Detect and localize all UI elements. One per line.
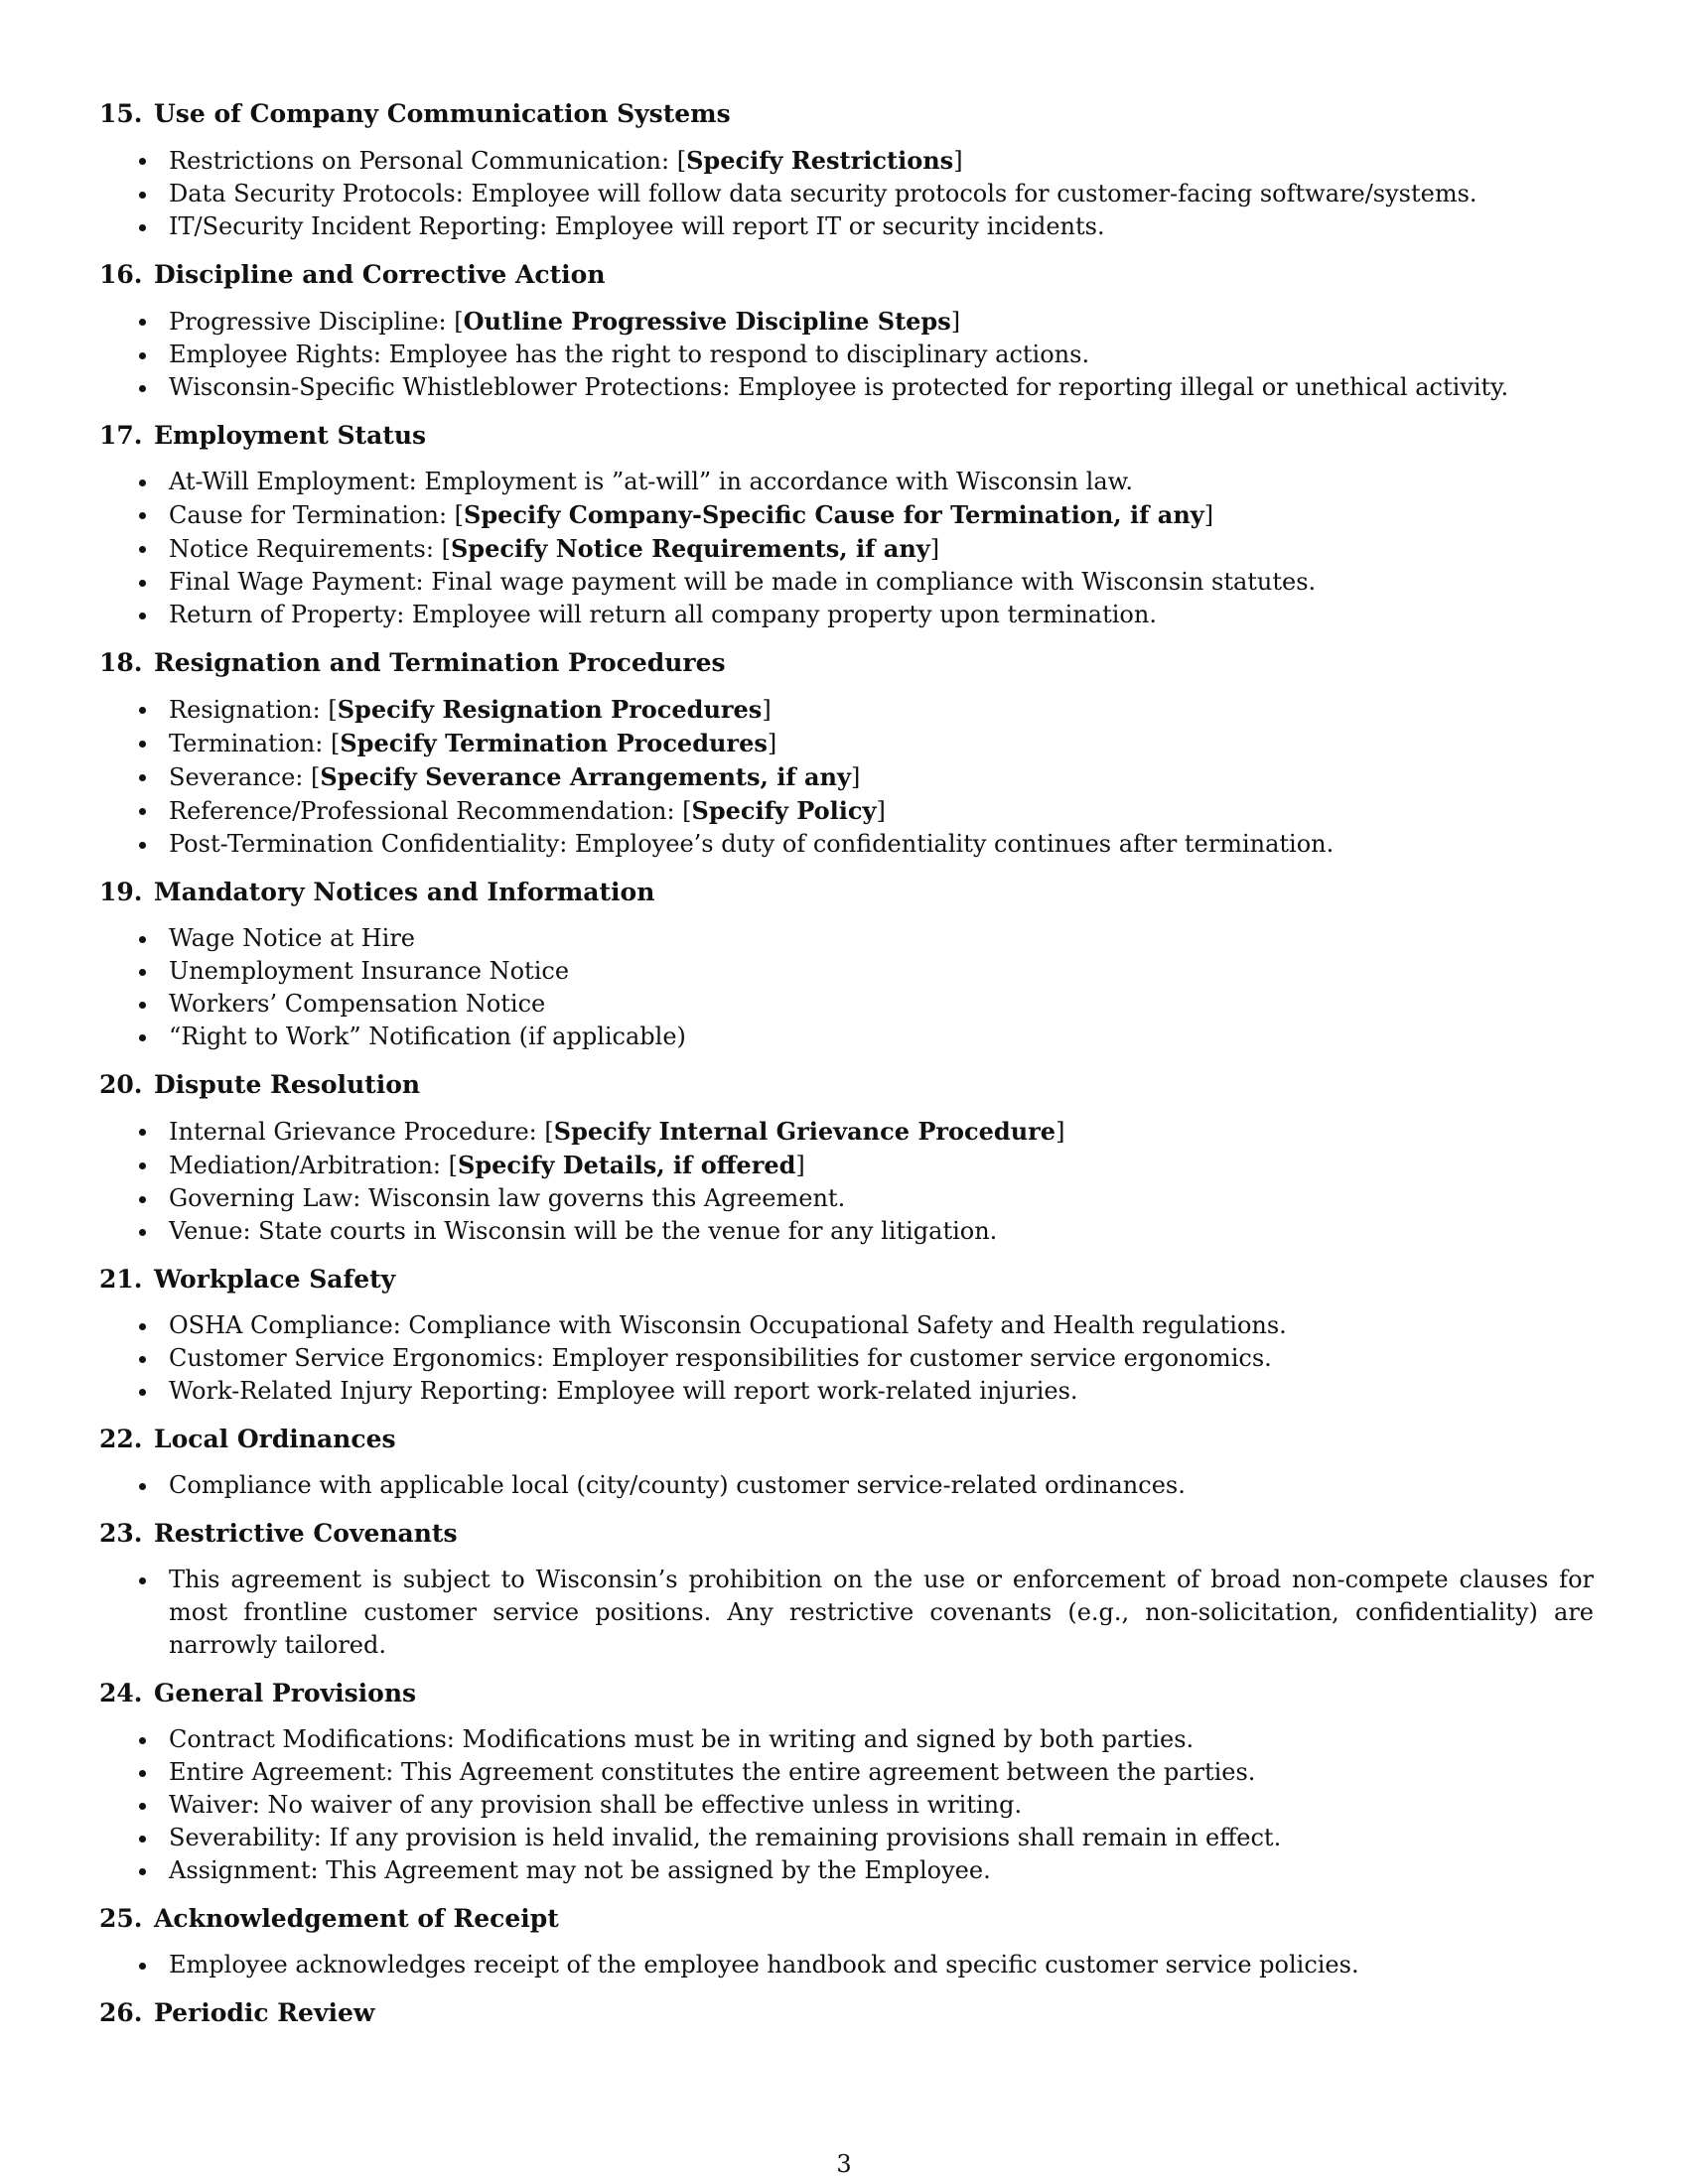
bullet-list: [99, 466, 1594, 631]
list-item: [99, 1149, 1594, 1182]
section: [99, 1423, 1594, 1502]
item-text: Mediation/Arbitration: [: [169, 1152, 459, 1179]
section-title: General Provisions: [154, 1679, 417, 1707]
list-item: [99, 144, 1594, 178]
list-item: [99, 599, 1594, 631]
list-item: [99, 466, 1594, 498]
section-title: Mandatory Notices and Information: [154, 878, 655, 906]
item-text: At-Will Employment: Employment is ”at-will” in accordance with Wisconsin law.: [169, 468, 1133, 495]
list-item: [99, 1854, 1594, 1887]
item-text-end: ]: [953, 147, 963, 175]
section: [99, 258, 1594, 404]
item-text: Progressive Discipline: [: [169, 308, 464, 336]
list-item: [99, 566, 1594, 599]
section: [99, 1902, 1594, 1981]
item-text: Final Wage Payment: Final wage payment will be made in compliance with Wisconsin statutes.: [169, 568, 1317, 596]
section: [99, 419, 1594, 631]
list-item: [99, 1115, 1594, 1149]
section: [99, 97, 1594, 243]
list-item: [99, 339, 1594, 371]
list-item: [99, 305, 1594, 339]
item-text: Severability: If any provision is held invalid, the remaining provisions shall remain in effect.: [169, 1824, 1282, 1851]
item-text: Notice Requirements: [: [169, 535, 451, 563]
item-text: Internal Grievance Procedure: [: [169, 1118, 554, 1146]
list-item: [99, 1375, 1594, 1408]
section-heading: [99, 1902, 1594, 1935]
section-number: 23.: [99, 1519, 143, 1548]
section-title: Employment Status: [154, 421, 427, 450]
document-body: [99, 97, 1594, 2043]
section-number: 18.: [99, 648, 143, 677]
section: [99, 1068, 1594, 1248]
item-text-end: ]: [876, 797, 886, 825]
placeholder-field: Specify Notice Requirements, if any: [450, 534, 930, 563]
item-text: Wage Notice at Hire: [169, 924, 415, 952]
bullet-list: [99, 1723, 1594, 1887]
section-heading: [99, 97, 1594, 130]
section-heading: [99, 1423, 1594, 1455]
item-text-end: ]: [767, 730, 777, 757]
list-item: [99, 1469, 1594, 1502]
list-item: [99, 371, 1594, 404]
item-text: Workers’ Compensation Notice: [169, 990, 546, 1018]
section-title: Use of Company Communication Systems: [154, 99, 731, 128]
item-text: IT/Security Incident Reporting: Employee will report IT or security incidents.: [169, 212, 1105, 240]
section-heading: [99, 1263, 1594, 1296]
item-text: Data Security Protocols: Employee will follow data security protocols for customer-facing software/systems.: [169, 180, 1477, 207]
item-text-end: ]: [762, 696, 772, 724]
section-number: 24.: [99, 1679, 143, 1707]
list-item: [99, 1309, 1594, 1342]
section-title: Workplace Safety: [154, 1265, 396, 1294]
list-item: [99, 693, 1594, 727]
placeholder-field: Specify Resignation Procedures: [337, 695, 763, 724]
section-heading: [99, 419, 1594, 452]
item-text-end: ]: [950, 308, 961, 336]
item-text: Contract Modifications: Modifications must be in writing and signed by both parties.: [169, 1725, 1195, 1753]
section-number: 22.: [99, 1425, 143, 1453]
item-text-end: ]: [795, 1152, 805, 1179]
list-item: [99, 532, 1594, 566]
list-item: [99, 922, 1594, 955]
bullet-list: [99, 1309, 1594, 1408]
section-title: Discipline and Corrective Action: [154, 260, 606, 289]
bullet-list: [99, 1949, 1594, 1981]
item-text: Employee acknowledges receipt of the employee handbook and specific customer service policies.: [169, 1951, 1359, 1979]
item-text: OSHA Compliance: Compliance with Wisconsin Occupational Safety and Health regulations.: [169, 1311, 1287, 1339]
bullet-list: [99, 922, 1594, 1053]
page-number: 3: [836, 2150, 852, 2178]
item-text: Severance: [: [169, 763, 321, 791]
bullet-list: [99, 1115, 1594, 1248]
item-text-end: ]: [850, 763, 861, 791]
list-item: [99, 1723, 1594, 1756]
placeholder-field: Specify Termination Procedures: [340, 729, 768, 757]
item-text: This agreement is subject to Wisconsin’s prohibition on the use or enforcement of broad non-compete clauses for most frontline customer service positions. Any restrictive covenants (e.g., non-solicitation, confidentiality) are narrowly tailored.: [169, 1566, 1594, 1659]
section-heading: [99, 1677, 1594, 1709]
item-text: Work-Related Injury Reporting: Employee will report work-related injuries.: [169, 1377, 1078, 1405]
section: [99, 1677, 1594, 1887]
bullet-list: [99, 693, 1594, 861]
section: [99, 876, 1594, 1053]
list-item: [99, 955, 1594, 988]
list-item: [99, 1021, 1594, 1053]
item-text: Compliance with applicable local (city/county) customer service-related ordinances.: [169, 1471, 1186, 1499]
list-item: [99, 1564, 1594, 1662]
section: [99, 646, 1594, 861]
section-number: 20.: [99, 1070, 143, 1099]
placeholder-field: Specify Restrictions: [686, 146, 954, 175]
section-title: Dispute Resolution: [154, 1070, 421, 1099]
section-number: 19.: [99, 878, 143, 906]
list-item: [99, 210, 1594, 243]
section-number: 16.: [99, 260, 143, 289]
item-text-end: ]: [1055, 1118, 1065, 1146]
item-text: Customer Service Ergonomics: Employer responsibilities for customer service ergonomics.: [169, 1344, 1272, 1372]
item-text: Restrictions on Personal Communication: [: [169, 147, 687, 175]
section-heading: [99, 258, 1594, 291]
section-heading: [99, 1068, 1594, 1101]
item-text: Waiver: No waiver of any provision shall be effective unless in writing.: [169, 1791, 1023, 1819]
item-text: Reference/Professional Recommendation: [: [169, 797, 692, 825]
section-number: 26.: [99, 1998, 143, 2027]
item-text-end: ]: [1203, 501, 1214, 529]
item-text-end: ]: [929, 535, 940, 563]
item-text: “Right to Work” Notification (if applicable): [169, 1023, 686, 1050]
item-text: Termination: [: [169, 730, 341, 757]
item-text: Employee Rights: Employee has the right to respond to disciplinary actions.: [169, 341, 1090, 368]
bullet-list: [99, 1469, 1594, 1502]
item-text: Venue: State courts in Wisconsin will be the venue for any litigation.: [169, 1217, 998, 1245]
list-item: [99, 828, 1594, 861]
item-text: Resignation: [: [169, 696, 338, 724]
placeholder-field: Specify Company-Specific Cause for Termination, if any: [464, 500, 1204, 529]
item-text: Post-Termination Confidentiality: Employee’s duty of confidentiality continues after termination.: [169, 830, 1335, 858]
section-title: Acknowledgement of Receipt: [154, 1904, 559, 1933]
list-item: [99, 1182, 1594, 1215]
list-item: [99, 794, 1594, 828]
item-text: Unemployment Insurance Notice: [169, 957, 570, 985]
list-item: [99, 988, 1594, 1021]
list-item: [99, 498, 1594, 532]
section-number: 21.: [99, 1265, 143, 1294]
bullet-list: [99, 144, 1594, 243]
section-title: Local Ordinances: [154, 1425, 396, 1453]
bullet-list: [99, 305, 1594, 404]
section: [99, 1517, 1594, 1662]
list-item: [99, 1342, 1594, 1375]
item-text: Wisconsin-Specific Whistleblower Protections: Employee is protected for reporting illegal or unethical activity.: [169, 373, 1509, 401]
placeholder-field: Outline Progressive Discipline Steps: [463, 307, 951, 336]
section-title: Resignation and Termination Procedures: [154, 648, 726, 677]
section-title: Periodic Review: [154, 1998, 375, 2027]
list-item: [99, 178, 1594, 210]
section-number: 17.: [99, 421, 143, 450]
section: [99, 1996, 1594, 2029]
section-heading: [99, 876, 1594, 908]
list-item: [99, 727, 1594, 760]
list-item: [99, 1215, 1594, 1248]
item-text: Return of Property: Employee will return all company property upon termination.: [169, 601, 1157, 628]
section-heading: [99, 1996, 1594, 2029]
placeholder-field: Specify Details, if offered: [458, 1151, 796, 1179]
placeholder-field: Specify Policy: [691, 796, 877, 825]
list-item: [99, 1822, 1594, 1854]
item-text: Entire Agreement: This Agreement constitutes the entire agreement between the parties.: [169, 1758, 1256, 1786]
section-number: 25.: [99, 1904, 143, 1933]
item-text: Governing Law: Wisconsin law governs this Agreement.: [169, 1184, 846, 1212]
section: [99, 1263, 1594, 1408]
placeholder-field: Specify Internal Grievance Procedure: [553, 1117, 1056, 1146]
list-item: [99, 1756, 1594, 1789]
list-item: [99, 760, 1594, 794]
section-heading: [99, 1517, 1594, 1550]
placeholder-field: Specify Severance Arrangements, if any: [320, 762, 851, 791]
section-title: Restrictive Covenants: [154, 1519, 458, 1548]
section-heading: [99, 646, 1594, 679]
item-text: Cause for Termination: [: [169, 501, 465, 529]
list-item: [99, 1789, 1594, 1822]
item-text: Assignment: This Agreement may not be assigned by the Employee.: [169, 1856, 991, 1884]
bullet-list: [99, 1564, 1594, 1662]
list-item: [99, 1949, 1594, 1981]
section-number: 15.: [99, 99, 143, 128]
